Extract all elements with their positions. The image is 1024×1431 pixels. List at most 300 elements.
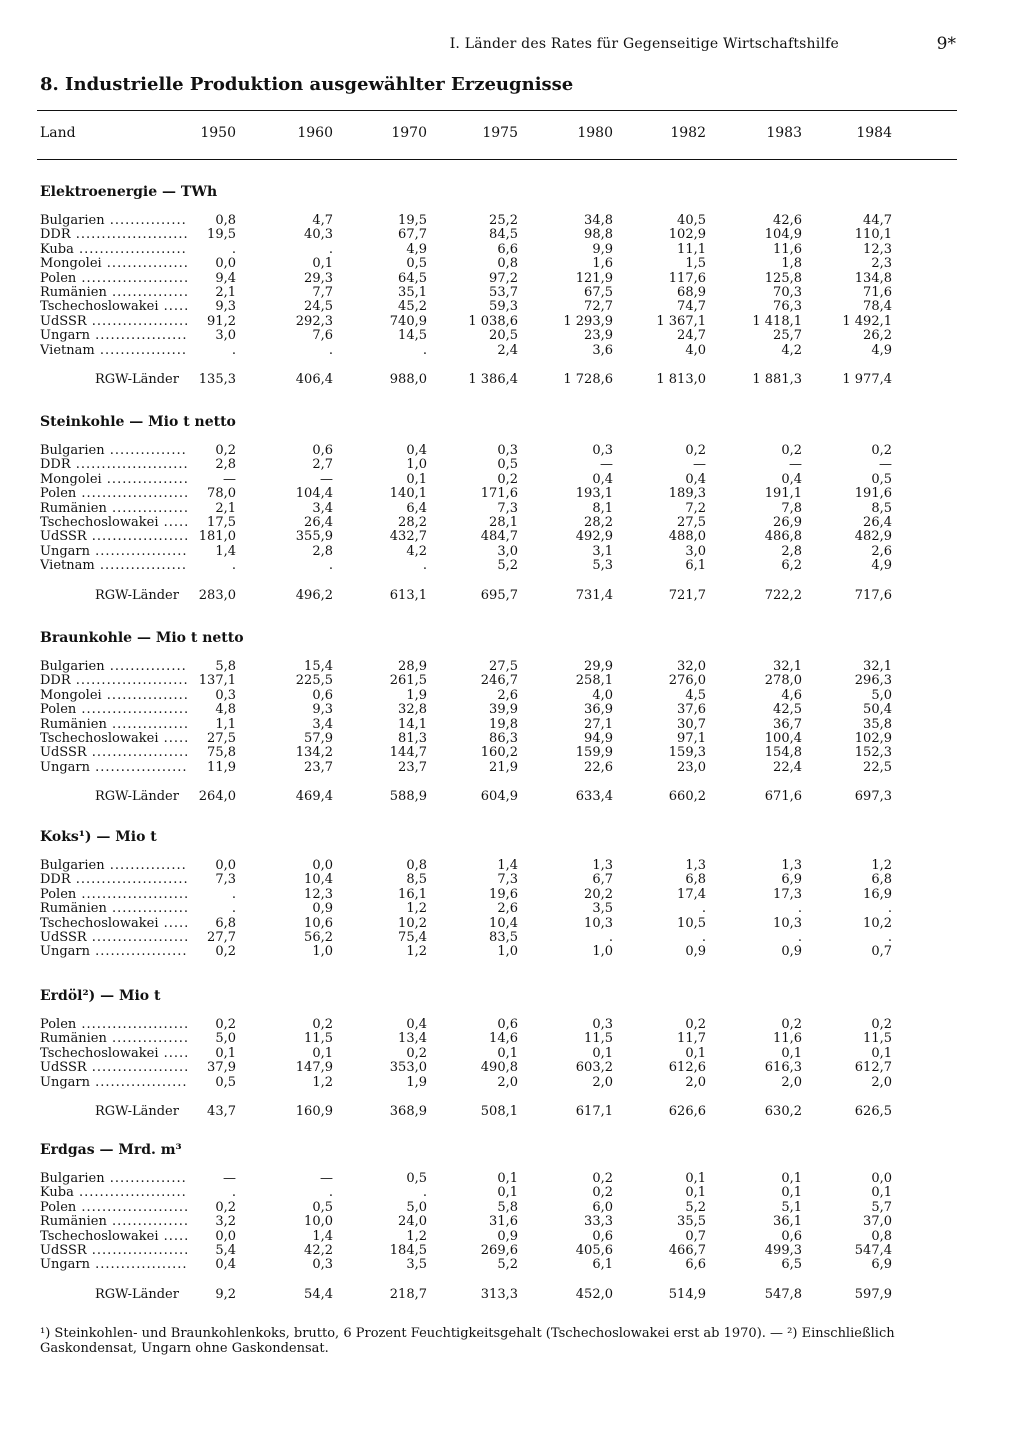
row-label [40, 559, 188, 573]
table-cell: 181,0 [198, 529, 236, 545]
table-cell: 159,3 [668, 745, 706, 761]
table-cell: 10,2 [398, 915, 427, 931]
table-cell: 0,1 [871, 1045, 892, 1061]
table-row [0, 746, 1024, 760]
table-row [0, 1230, 1024, 1244]
table-cell: 1,6 [592, 256, 613, 272]
row-label-text: Tschechoslowakei [40, 731, 159, 746]
row-label [40, 902, 188, 916]
table-cell: 50,4 [863, 702, 892, 718]
row-label-text: Ungarn [40, 1258, 90, 1273]
table-cell: 125,8 [764, 270, 802, 286]
table-row [0, 286, 1024, 300]
table-cell: 5,4 [215, 1242, 236, 1258]
table-cell: 353,0 [389, 1060, 427, 1076]
table-cell: 71,6 [863, 284, 892, 300]
table-cell: 72,7 [584, 299, 613, 315]
table-cell: 7,8 [781, 500, 802, 516]
table-cell: 1,4 [497, 858, 518, 873]
section-title: Steinkohle — Mio t netto [40, 414, 236, 430]
table-cell: 6,8 [215, 915, 236, 931]
table-cell: 0,2 [406, 1045, 427, 1061]
table-cell: 7,6 [312, 328, 333, 344]
table-cell: 484,7 [480, 529, 518, 545]
table-cell: 27,7 [207, 929, 236, 945]
table-cell: 102,9 [668, 227, 706, 243]
row-label [40, 458, 188, 472]
table-row [0, 444, 1024, 458]
table-row [0, 329, 1024, 343]
row-label-text: Polen [40, 271, 77, 286]
total-cell: 264,0 [198, 789, 236, 805]
table-cell: 0,0 [215, 1228, 236, 1244]
table-cell: 1,9 [406, 1074, 427, 1090]
table-cell: 68,9 [677, 284, 706, 300]
row-label [40, 444, 188, 458]
table-cell: . [231, 342, 236, 358]
table-cell: 4,5 [685, 687, 706, 703]
row-label [40, 1061, 188, 1075]
row-label [40, 516, 188, 530]
row-label [40, 344, 188, 358]
table-cell: 1 293,9 [563, 313, 613, 329]
section-title: Koks¹) — Mio t [40, 829, 157, 845]
table-cell: 22,5 [863, 759, 892, 775]
table-cell: 4,0 [592, 687, 613, 703]
table-cell: 482,9 [854, 529, 892, 545]
table-cell: 0,1 [592, 1045, 613, 1061]
table-cell: 492,9 [575, 529, 613, 545]
table-cell: . [231, 241, 236, 257]
total-cell: 588,9 [389, 789, 427, 805]
table-cell: 278,0 [764, 673, 802, 689]
table-cell: 4,0 [685, 342, 706, 358]
table-cell: 28,2 [398, 514, 427, 530]
row-label-text: Polen [40, 1018, 77, 1032]
table-cell: 102,9 [854, 730, 892, 746]
total-cell: 613,1 [389, 587, 427, 603]
table-row [0, 1244, 1024, 1258]
section-rows [0, 859, 1024, 960]
table-cell: 269,6 [480, 1242, 518, 1258]
row-label-text: Tschechoslowakei [40, 515, 159, 530]
table-cell: 2,8 [781, 543, 802, 559]
row-label [40, 888, 188, 902]
table-cell: 154,8 [764, 745, 802, 761]
table-cell: 184,5 [389, 1242, 427, 1258]
table-cell: 6,4 [406, 500, 427, 516]
table-row [0, 315, 1024, 329]
table-cell: 0,2 [871, 1017, 892, 1032]
table-cell: 10,3 [773, 915, 802, 931]
top-rule [37, 110, 957, 111]
table-cell: 740,9 [389, 313, 427, 329]
table-cell: 0,2 [592, 1185, 613, 1201]
table-row [0, 761, 1024, 775]
table-cell: 355,9 [295, 529, 333, 545]
row-label-text: Vietnam [40, 559, 95, 574]
table-cell: 0,2 [871, 443, 892, 458]
table-cell: 1,4 [312, 1228, 333, 1244]
row-label [40, 689, 188, 703]
table-cell: 26,4 [304, 514, 333, 530]
table-cell: 6,8 [871, 872, 892, 888]
table-cell: 29,9 [584, 659, 613, 674]
table-cell: 2,0 [781, 1074, 802, 1090]
total-label: RGW-Länder [95, 1286, 179, 1302]
total-cell: 218,7 [389, 1286, 427, 1302]
table-row [0, 945, 1024, 959]
row-label [40, 257, 188, 271]
table-cell: 7,3 [497, 872, 518, 888]
table-cell: 104,9 [764, 227, 802, 243]
table-cell: 1 038,6 [468, 313, 518, 329]
total-row [0, 588, 1024, 604]
row-label-text: Polen [40, 887, 77, 902]
row-label-text: Kuba [40, 1186, 74, 1201]
table-cell: . [887, 901, 892, 917]
table-cell: 547,4 [854, 1242, 892, 1258]
table-cell: 0,3 [592, 443, 613, 458]
table-cell: 0,6 [312, 443, 333, 458]
table-cell: 0,1 [781, 1171, 802, 1186]
table-cell: 1 492,1 [842, 313, 892, 329]
row-label [40, 859, 188, 873]
total-cell: 135,3 [198, 372, 236, 387]
row-label [40, 315, 188, 329]
total-cell: 671,6 [764, 789, 802, 805]
table-cell: 5,1 [781, 1199, 802, 1215]
table-row [0, 917, 1024, 931]
total-cell: 617,1 [575, 1104, 613, 1119]
table-cell: 3,0 [497, 543, 518, 559]
row-label-text: Ungarn [40, 760, 90, 775]
table-cell: — [320, 471, 333, 487]
table-row [0, 272, 1024, 286]
table-cell: — [879, 457, 892, 473]
table-cell: 42,2 [304, 1242, 333, 1258]
row-label-text: Polen [40, 1200, 77, 1215]
table-cell: . [231, 1185, 236, 1201]
row-label-text: Tschechoslowakei [40, 1229, 159, 1244]
table-cell: 2,0 [871, 1074, 892, 1090]
table-cell: . [231, 886, 236, 902]
total-label: RGW-Länder [95, 1104, 179, 1119]
table-row [0, 1215, 1024, 1229]
column-header-land: Land [40, 125, 76, 141]
table-cell: 4,9 [871, 558, 892, 574]
table-cell: 1,2 [406, 944, 427, 960]
table-row [0, 660, 1024, 674]
table-cell: 0,6 [497, 1017, 518, 1032]
row-label [40, 1076, 188, 1090]
table-cell: . [328, 1185, 333, 1201]
table-cell: 36,7 [773, 716, 802, 732]
total-cell: 695,7 [480, 587, 518, 603]
table-cell: 612,6 [668, 1060, 706, 1076]
table-cell: . [797, 901, 802, 917]
table-cell: 488,0 [668, 529, 706, 545]
table-cell: — [223, 1171, 236, 1186]
table-cell: 258,1 [575, 673, 613, 689]
total-cell: 660,2 [668, 789, 706, 805]
row-label [40, 746, 188, 760]
row-label [40, 761, 188, 775]
table-row [0, 718, 1024, 732]
table-cell: 21,9 [489, 759, 518, 775]
total-cell: 721,7 [668, 587, 706, 603]
table-cell: 6,6 [685, 1257, 706, 1273]
table-cell: 4,7 [312, 213, 333, 228]
total-cell: 547,8 [764, 1286, 802, 1302]
table-row [0, 502, 1024, 516]
column-header-row [0, 125, 1024, 145]
table-cell: 14,1 [398, 716, 427, 732]
table-cell: 20,5 [489, 328, 518, 344]
row-label-text: Rumänien [40, 285, 107, 300]
row-label-text: Ungarn [40, 945, 90, 960]
table-cell: 5,2 [497, 1257, 518, 1273]
table-cell: 75,4 [398, 929, 427, 945]
table-cell: 26,2 [863, 328, 892, 344]
table-cell: 0,5 [871, 471, 892, 487]
table-cell: 34,8 [584, 213, 613, 228]
table-cell: 45,2 [398, 299, 427, 315]
table-cell: 8,5 [871, 500, 892, 516]
table-cell: 0,1 [685, 1171, 706, 1186]
table-cell: 3,5 [406, 1257, 427, 1273]
row-label-text: Ungarn [40, 329, 90, 344]
table-cell: 98,8 [584, 227, 613, 243]
table-row [0, 888, 1024, 902]
table-cell: 15,4 [304, 659, 333, 674]
column-header-year: 1982 [670, 125, 706, 141]
row-label-text: UdSSR [40, 1061, 87, 1076]
total-row [0, 372, 1024, 388]
table-cell: 78,4 [863, 299, 892, 315]
table-row [0, 344, 1024, 358]
table-cell: 0,3 [215, 687, 236, 703]
row-label-text: Mongolei [40, 688, 102, 703]
column-header-year: 1960 [297, 125, 333, 141]
total-cell: 1 813,0 [656, 372, 706, 387]
table-cell: 27,5 [677, 514, 706, 530]
table-cell: 0,0 [215, 858, 236, 873]
row-label [40, 530, 188, 544]
table-cell: 11,9 [207, 759, 236, 775]
table-cell: 0,2 [215, 944, 236, 960]
table-cell: 10,5 [677, 915, 706, 931]
table-cell: 23,7 [304, 759, 333, 775]
total-cell: 604,9 [480, 789, 518, 805]
row-label [40, 1047, 188, 1061]
table-cell: 0,4 [406, 443, 427, 458]
table-cell: 28,1 [489, 514, 518, 530]
row-label-text: DDR [40, 228, 71, 243]
footnote-text: ¹) Steinkohlen- und Braunkohlenkoks, brutto, 6 Prozent Feuchtigkeitsgehalt (Tschechoslowakei erst ab 1970). — ²) Einschließlich Gaskondensat, Ungarn ohne Gaskondensat. [40, 1326, 895, 1356]
row-label [40, 214, 188, 228]
total-row [0, 789, 1024, 805]
table-cell: 84,5 [489, 227, 518, 243]
table-cell: 26,9 [773, 514, 802, 530]
row-label [40, 1018, 188, 1032]
row-label-text: DDR [40, 458, 71, 473]
table-cell: 11,6 [773, 1031, 802, 1047]
table-cell: 5,8 [215, 659, 236, 674]
table-cell: 6,6 [497, 241, 518, 257]
table-row [0, 1258, 1024, 1272]
row-label [40, 272, 188, 286]
table-cell: 0,1 [406, 471, 427, 487]
table-cell: 432,7 [389, 529, 427, 545]
table-cell: — [320, 1171, 333, 1186]
table-cell: 7,7 [312, 284, 333, 300]
table-cell: 13,4 [398, 1031, 427, 1047]
table-cell: 25,2 [489, 213, 518, 228]
table-cell: 0,5 [312, 1199, 333, 1215]
table-row [0, 703, 1024, 717]
table-cell: 3,0 [215, 328, 236, 344]
total-cell: 717,6 [854, 587, 892, 603]
table-cell: 0,1 [685, 1185, 706, 1201]
table-cell: 0,6 [592, 1228, 613, 1244]
table-cell: 0,2 [215, 1017, 236, 1032]
table-cell: 70,3 [773, 284, 802, 300]
table-cell: 5,2 [685, 1199, 706, 1215]
table-cell: 7,2 [685, 500, 706, 516]
table-cell: — [789, 457, 802, 473]
table-cell: 1,5 [685, 256, 706, 272]
table-cell: 20,2 [584, 886, 613, 902]
table-cell: 486,8 [764, 529, 802, 545]
table-cell: 7,3 [497, 500, 518, 516]
table-cell: 44,7 [863, 213, 892, 228]
table-cell: 0,1 [312, 256, 333, 272]
row-label-text: UdSSR [40, 1243, 87, 1258]
table-cell: 10,0 [304, 1214, 333, 1230]
row-label [40, 703, 188, 717]
table-cell: 11,7 [677, 1031, 706, 1047]
table-cell: 1,9 [406, 687, 427, 703]
column-header-year: 1984 [856, 125, 892, 141]
table-cell: 0,0 [871, 1171, 892, 1186]
row-label [40, 718, 188, 732]
table-cell: 0,4 [685, 471, 706, 487]
table-cell: 0,7 [685, 1228, 706, 1244]
table-cell: 9,4 [215, 270, 236, 286]
table-cell: 16,1 [398, 886, 427, 902]
table-cell: 76,3 [773, 299, 802, 315]
table-cell: 17,4 [677, 886, 706, 902]
table-cell: 1,4 [215, 543, 236, 559]
row-label [40, 674, 188, 688]
row-label [40, 660, 188, 674]
row-label [40, 502, 188, 516]
table-cell: 225,5 [295, 673, 333, 689]
table-cell: 6,1 [592, 1257, 613, 1273]
total-cell: 368,9 [389, 1104, 427, 1119]
table-cell: 4,2 [781, 342, 802, 358]
row-label [40, 545, 188, 559]
table-cell: 83,5 [489, 929, 518, 945]
table-row [0, 458, 1024, 472]
table-cell: 0,6 [781, 1228, 802, 1244]
table-cell: 37,6 [677, 702, 706, 718]
section-rows [0, 214, 1024, 358]
row-label [40, 1201, 188, 1215]
table-cell: 81,3 [398, 730, 427, 746]
table-cell: 1,0 [592, 944, 613, 960]
table-cell: 53,7 [489, 284, 518, 300]
table-row [0, 674, 1024, 688]
row-label [40, 1186, 188, 1200]
table-cell: . [701, 929, 706, 945]
table-cell: 32,8 [398, 702, 427, 718]
table-cell: 3,4 [312, 716, 333, 732]
table-cell: 1,3 [781, 858, 802, 873]
total-cell: 633,4 [575, 789, 613, 805]
table-cell: 110,1 [854, 227, 892, 243]
row-label-text: Bulgarien [40, 660, 105, 674]
table-cell: 6,5 [781, 1257, 802, 1273]
table-cell: 104,4 [295, 486, 333, 502]
section-rows [0, 444, 1024, 574]
table-cell: 10,4 [304, 872, 333, 888]
table-cell: 121,9 [575, 270, 613, 286]
table-cell: 9,9 [592, 241, 613, 257]
table-cell: 32,0 [677, 659, 706, 674]
table-row [0, 689, 1024, 703]
row-label-text: Bulgarien [40, 214, 105, 228]
table-cell: 11,5 [304, 1031, 333, 1047]
table-cell: 40,5 [677, 213, 706, 228]
table-cell: 19,5 [207, 227, 236, 243]
table-cell: 22,4 [773, 759, 802, 775]
table-cell: 75,8 [207, 745, 236, 761]
total-label: RGW-Länder [95, 587, 179, 603]
table-cell: 25,7 [773, 328, 802, 344]
table-cell: . [608, 929, 613, 945]
table-row [0, 545, 1024, 559]
row-label [40, 931, 188, 945]
table-cell: 100,4 [764, 730, 802, 746]
table-cell: 1 418,1 [752, 313, 802, 329]
total-label: RGW-Länder [95, 789, 179, 805]
row-label [40, 1215, 188, 1229]
table-row [0, 931, 1024, 945]
table-cell: . [797, 929, 802, 945]
total-cell: 1 881,3 [752, 372, 802, 387]
column-header-year: 1983 [766, 125, 802, 141]
row-label-text: DDR [40, 674, 71, 689]
table-cell: 67,7 [398, 227, 427, 243]
table-cell: 0,6 [312, 687, 333, 703]
table-cell: 2,8 [312, 543, 333, 559]
row-label-text: UdSSR [40, 930, 87, 945]
table-cell: 19,5 [398, 213, 427, 228]
table-row [0, 1186, 1024, 1200]
table-cell: 2,0 [685, 1074, 706, 1090]
table-cell: 74,7 [677, 299, 706, 315]
table-cell: 5,0 [406, 1199, 427, 1215]
table-cell: 78,0 [207, 486, 236, 502]
table-cell: 499,3 [764, 1242, 802, 1258]
table-cell: 11,1 [677, 241, 706, 257]
section-title: Erdöl²) — Mio t [40, 988, 161, 1004]
table-cell: 0,3 [497, 443, 518, 458]
table-cell: 36,9 [584, 702, 613, 718]
table-cell: 189,3 [668, 486, 706, 502]
